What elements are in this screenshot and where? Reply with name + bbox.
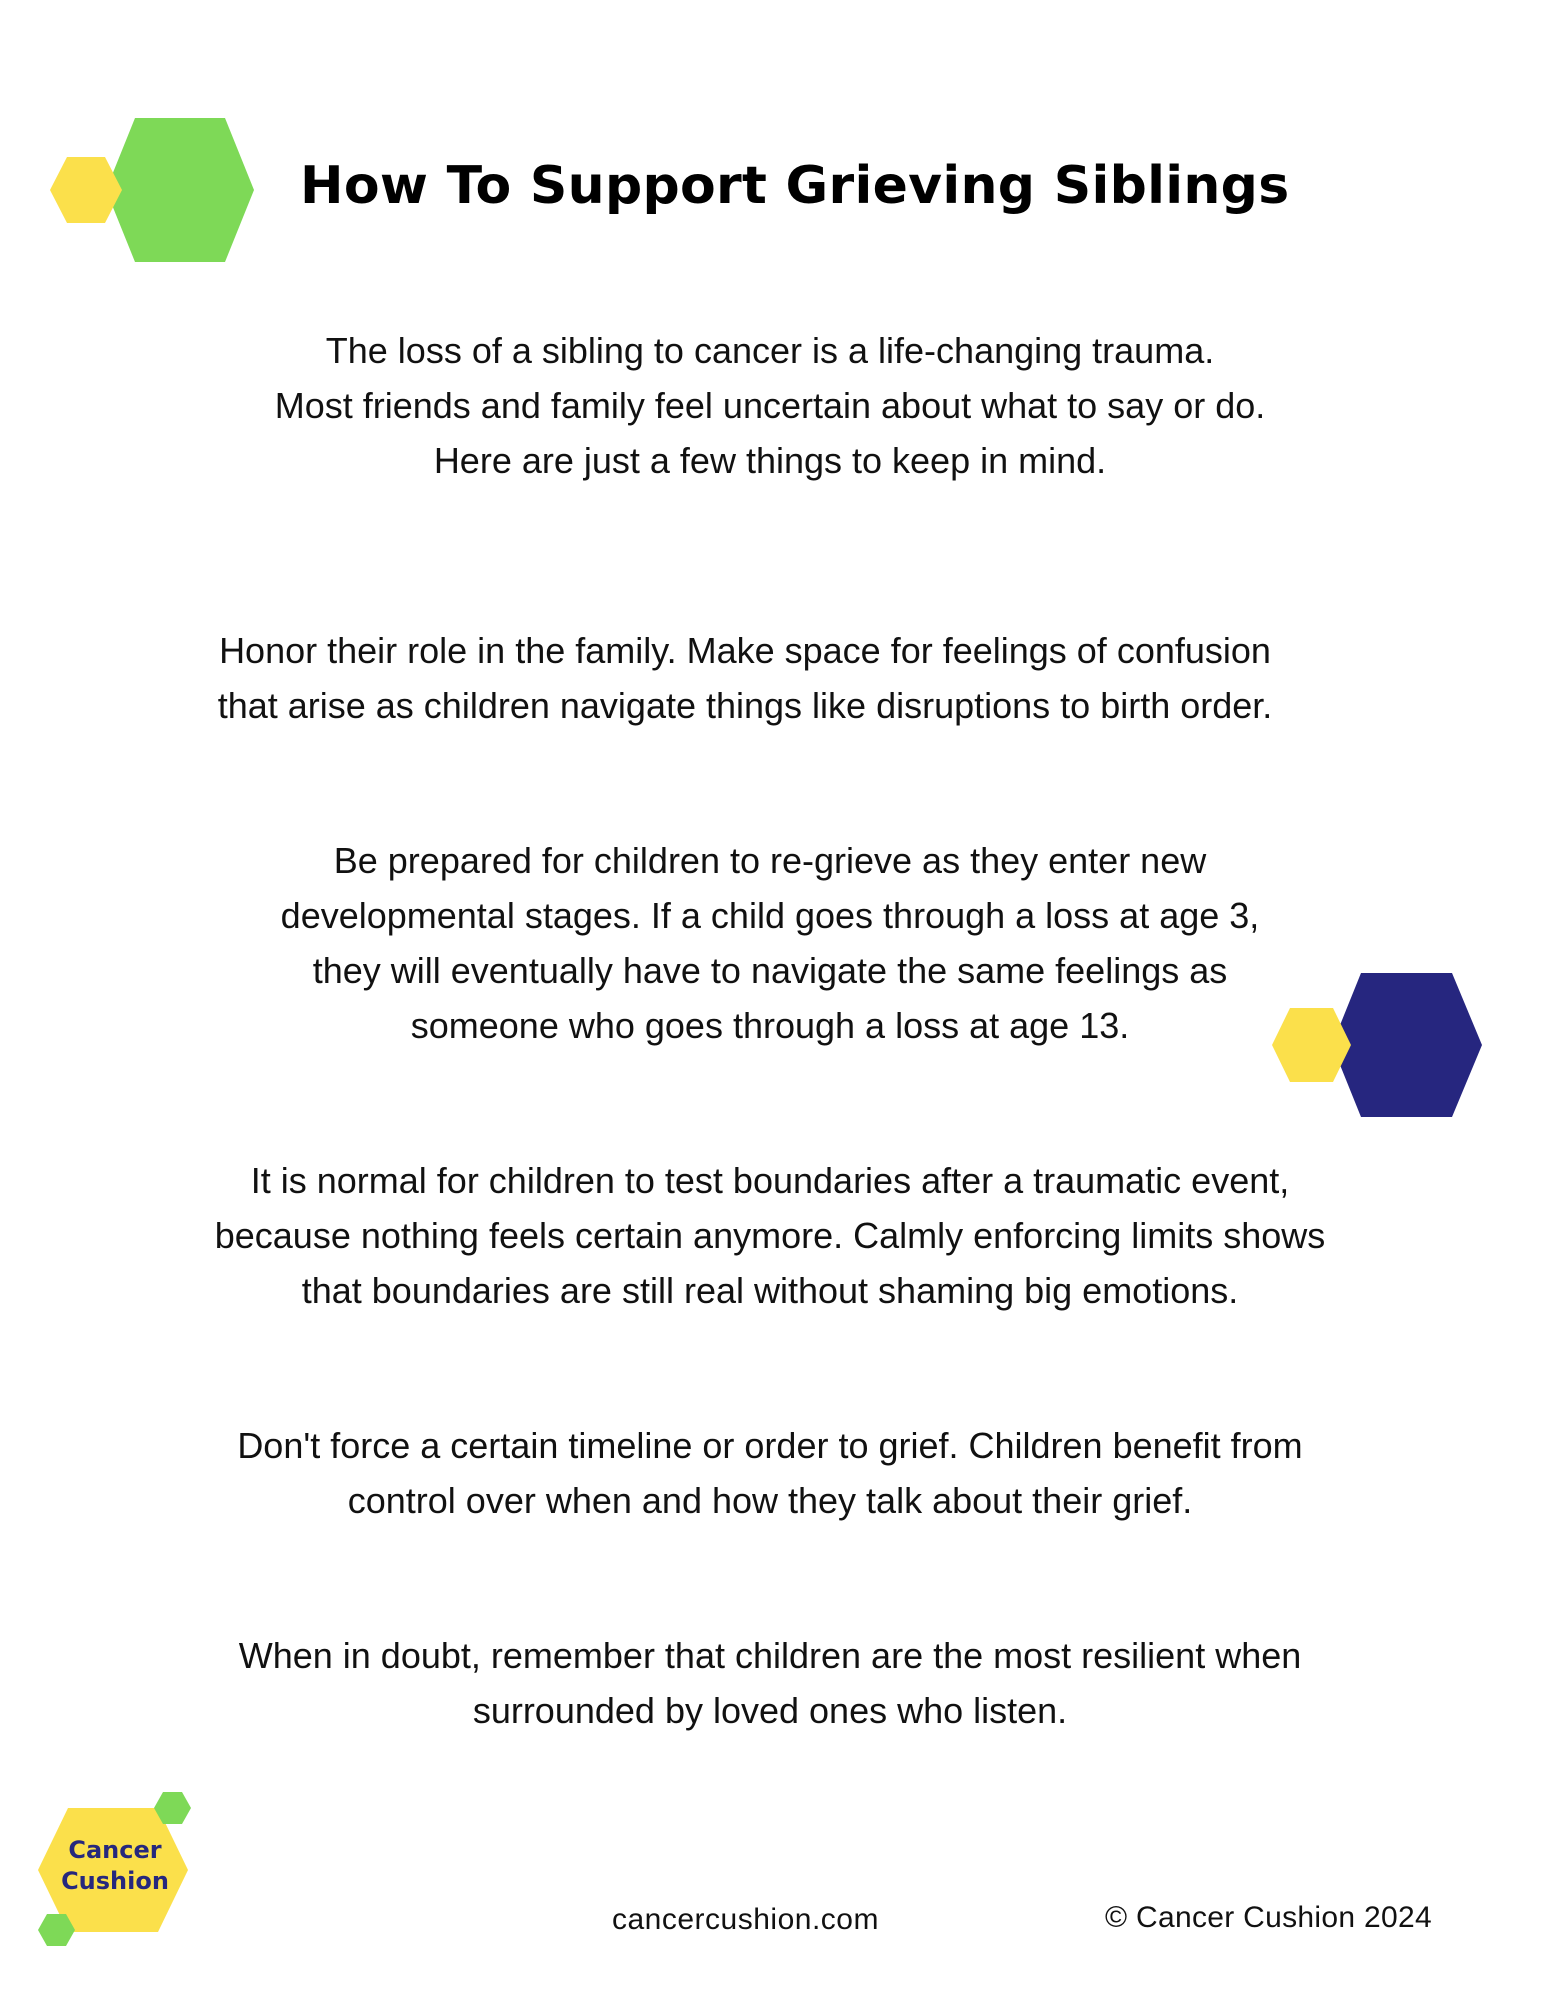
tip-paragraph-4: Don't force a certain timeline or order to grief. Children benefit from control over when and how they talk about their grief.	[237, 1425, 1303, 1521]
tip-paragraph-1: Honor their role in the family. Make space for feelings of confusion that arise as children navigate things like disruptions to birth order.	[217, 630, 1273, 726]
tip-paragraph-2: Be prepared for children to re-grieve as they enter new developmental stages. If a child goes through a loss at age 3, they will eventually have to navigate the same feelings as someone who goes through a loss at age 13.	[280, 840, 1260, 1046]
yellow-hexagon-icon	[1272, 1008, 1351, 1082]
yellow-hexagon-icon	[50, 157, 122, 223]
logo-text-line-1: Cancer	[68, 1836, 162, 1864]
hexagon-decoration-top-left-icon	[48, 115, 258, 265]
logo-text-line-2: Cushion	[61, 1867, 169, 1895]
page-title: How To Support Grieving Siblings	[300, 156, 1290, 216]
green-hexagon-icon	[106, 118, 254, 262]
tip-paragraph-5: When in doubt, remember that children are the most resilient when surrounded by loved ones who listen.	[238, 1635, 1302, 1731]
hexagon-decoration-right-icon	[1270, 970, 1490, 1120]
logo-text	[40, 1835, 190, 1897]
tip-paragraph-3: It is normal for children to test boundaries after a traumatic event, because nothing feels certain anymore. Calmly enforcing limits shows that boundaries are still real without shaming big emotions.	[214, 1160, 1326, 1311]
navy-hexagon-icon	[1332, 973, 1482, 1117]
copyright-notice: © Cancer Cushion 2024	[1105, 1901, 1432, 1934]
website-link[interactable]: cancercushion.com	[612, 1903, 879, 1936]
intro-paragraph: The loss of a sibling to cancer is a life-changing trauma. Most friends and family feel uncertain about what to say or do. Here are just a few things to keep in mind.	[274, 330, 1266, 481]
